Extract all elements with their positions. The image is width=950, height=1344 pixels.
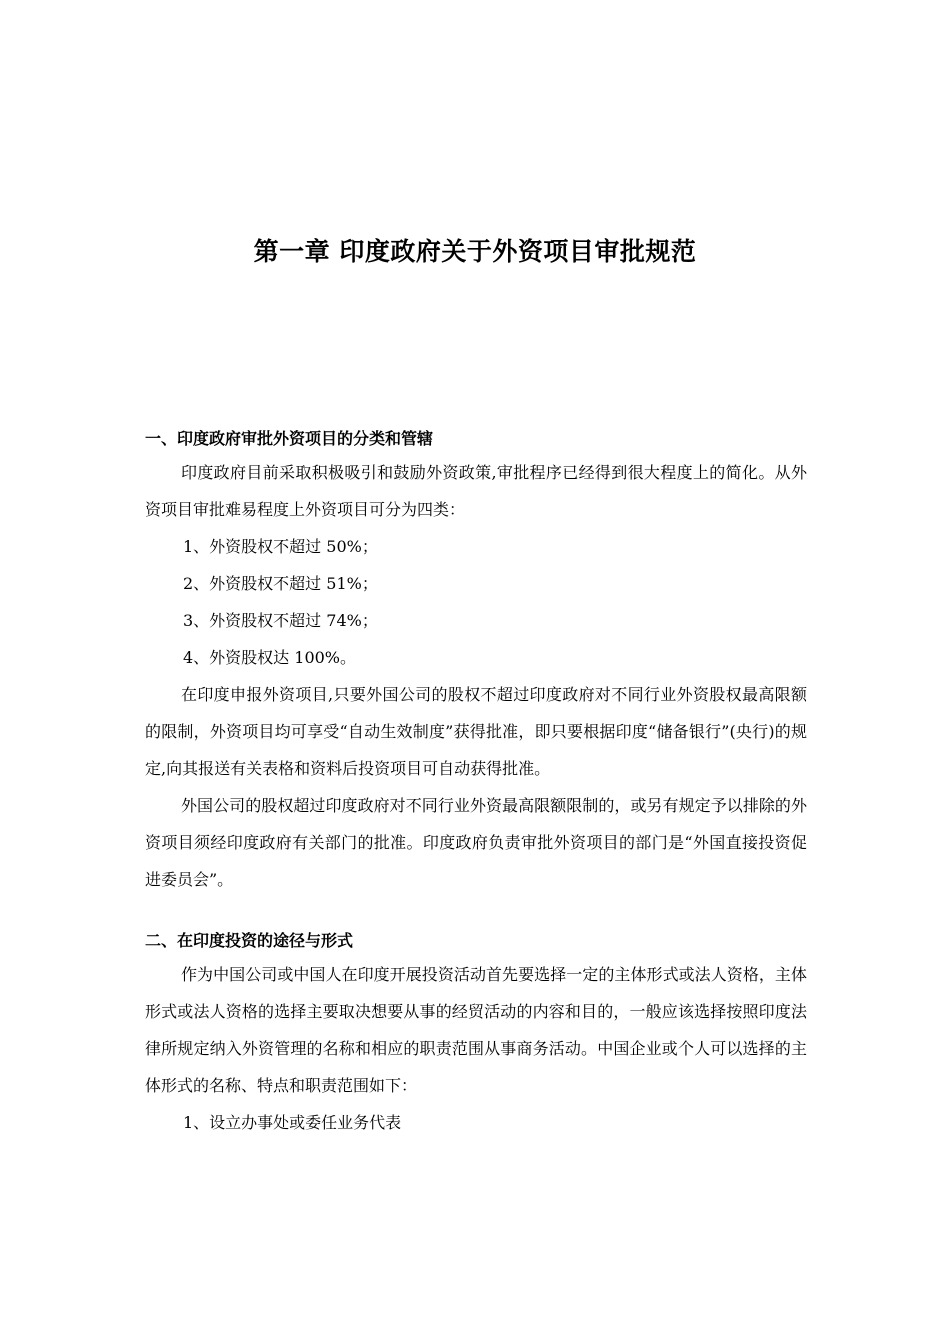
- list-item: 1、外资股权不超过 50%；: [183, 537, 378, 556]
- list-item: 2、外资股权不超过 51%；: [183, 574, 378, 593]
- list-item: 1、设立办事处或委任业务代表: [183, 1113, 402, 1132]
- section1-intro-paragraph: 印度政府目前采取积极吸引和鼓励外资政策,审批程序已经得到很大程度上的简化。从外资项目审批难易程度上外资项目可分为四类：: [145, 463, 807, 519]
- section2-paragraph-1: 作为中国公司或中国人在印度开展投资活动首先要选择一定的主体形式或法人资格，主体形式或法人资格的选择主要取决想要从事的经贸活动的内容和目的，一般应该选择按照印度法律所规定纳入外资管理的名称和相应的职责范围从事商务活动。中国企业或个人可以选择的主体形式的名称、特点和职责范围如下：: [145, 965, 807, 1095]
- section1-paragraph-2: 在印度申报外资项目,只要外国公司的股权不超过印度政府对不同行业外资股权最高限额的限制，外资项目均可享受“自动生效制度”获得批准，即只要根据印度“储备银行”(央行)的规定,向其报送有关表格和资料后投资项目可自动获得批准。: [145, 685, 807, 778]
- list-item: 3、外资股权不超过 74%；: [183, 611, 378, 630]
- list-item: 4、外资股权达 100%。: [183, 648, 357, 667]
- section-heading-2: 二、在印度投资的途径与形式: [145, 931, 354, 950]
- section-spacer: [145, 898, 807, 926]
- chapter-title: 第一章 印度政府关于外资项目审批规范: [253, 237, 697, 266]
- document-body: [145, 424, 807, 1141]
- section-heading-1: 一、印度政府审批外资项目的分类和管辖: [145, 429, 434, 448]
- section1-paragraph-3: 外国公司的股权超过印度政府对不同行业外资最高限额限制的，或另有规定予以排除的外资项目须经印度政府有关部门的批准。印度政府负责审批外资项目的部门是“外国直接投资促进委员会”。: [145, 796, 807, 889]
